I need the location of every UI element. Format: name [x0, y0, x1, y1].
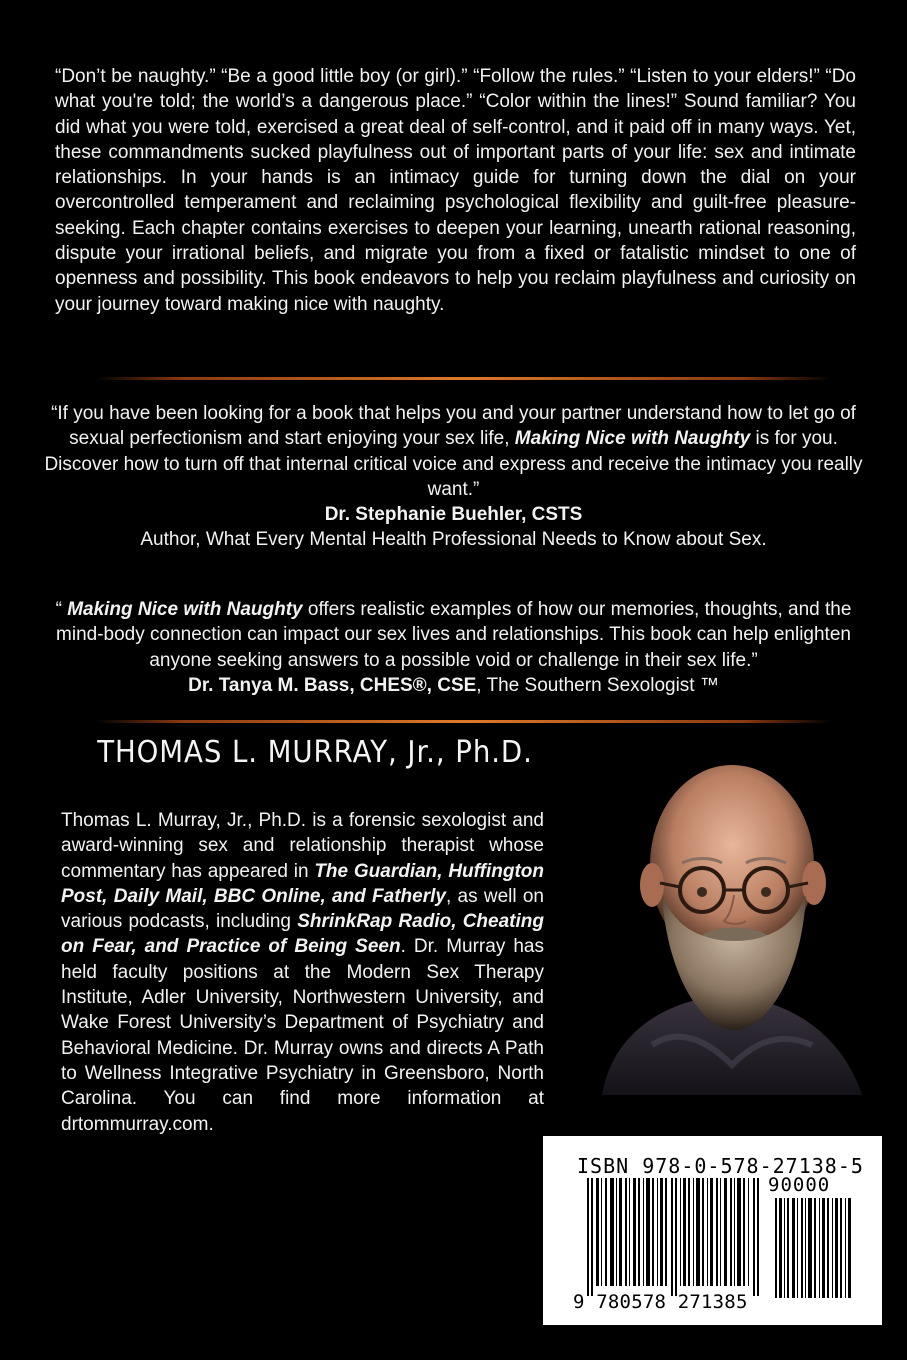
author-bio	[61, 808, 544, 1137]
bio-part-2: , as well on various podcasts, including	[61, 885, 544, 933]
author-portrait-illustration	[562, 745, 892, 1095]
orange-divider-bottom	[95, 720, 832, 723]
back-cover-blurb: “Don’t be naughty.” “Be a good little boy (or girl).” “Follow the rules.” “Listen to your elders!” “Do what you're told; the world’s a dangerous place.” “Color within the lines!” Sound familiar? You did what you were told, exercised a great deal of self-control, and it paid off in many ways. Yet, these commandments sucked playfulness out of important parts of your life: sex and intimate relationships. In your hands is an intimacy guide for turning down the dial on your overcontrolled temperament and reclaiming psychological flexibility and guilt-free pleasure-seeking. Each chapter contains exercises to deepen your learning, unearth rational reasoning, dispute your irrational beliefs, and migrate you from a fixed or fatalistic mindset to one of openness and possibility. This book endeavors to help you reclaim playfulness and curiosity on your journey toward making nice with naughty.	[55, 66, 856, 315]
ean13-bars	[587, 1178, 762, 1296]
addon-bars	[775, 1198, 855, 1298]
ean-digits: 9 780578 271385	[573, 1291, 748, 1313]
bio-podcast-list: ShrinkRap Radio, Cheating on Fear, and Practice of Being Seen	[61, 911, 544, 958]
isbn-text: ISBN 978-0-578-27138-5	[577, 1154, 864, 1178]
quote2-book-title: Making Nice with Naughty	[67, 599, 303, 620]
endorsement-quote-1	[40, 401, 867, 553]
quote2-text-after: offers realistic examples of how our memories, thoughts, and the mind-body connection can impact our sex lives and relationships. This book can help enlighten anyone seeking answers to a possible void or challenge in their sex life.”	[56, 599, 852, 671]
quote2-attribution-name: Dr. Tanya M. Bass, CHES®, CSE	[188, 674, 477, 696]
quote1-text-before: “If you have been looking for a book that helps you and your partner understand how to let go of sexual perfectionism and start enjoying your sex life,	[51, 403, 856, 450]
quote1-text-after: is for you. Discover how to turn off that internal critical voice and express and receive the intimacy you really want.”	[44, 428, 863, 500]
author-photo	[562, 745, 892, 1095]
bio-part-3: . Dr. Murray has held faculty positions at the Modern Sex Therapy Institute, Adler University, Northwestern University, and Wake Forest University’s Department of Psychiatry and Behavioral Medicine. Dr. Murray owns and directs A Path to Wellness Integrative Psychiatry in Greensboro, North Carolina. You can find more information at drtommurray.com.	[61, 936, 544, 1135]
endorsement-quote-2	[40, 597, 867, 698]
quote1-attribution-role: Author, What Every Mental Health Professional Needs to Know about Sex.	[140, 529, 767, 551]
bio-media-list: The Guardian, Huffington Post, Daily Mail, BBC Online, and Fatherly	[61, 860, 544, 907]
author-heading: THOMAS L. MURRAY, Jr., Ph.D.	[97, 735, 533, 770]
quote2-open: “	[55, 599, 68, 620]
bio-part-1: Thomas L. Murray, Jr., Ph.D. is a forensic sexologist and award-winning sex and relationship therapist whose commentary has appeared in	[61, 810, 544, 882]
isbn-barcode	[543, 1136, 882, 1325]
orange-divider-top	[95, 377, 832, 380]
barcode-addon-number: 90000	[768, 1174, 831, 1196]
quote1-book-title: Making Nice with Naughty	[514, 428, 751, 450]
quote1-attribution-name: Dr. Stephanie Buehler, CSTS	[324, 504, 583, 526]
quote2-attribution-role: , The Southern Sexologist ™	[476, 674, 719, 696]
